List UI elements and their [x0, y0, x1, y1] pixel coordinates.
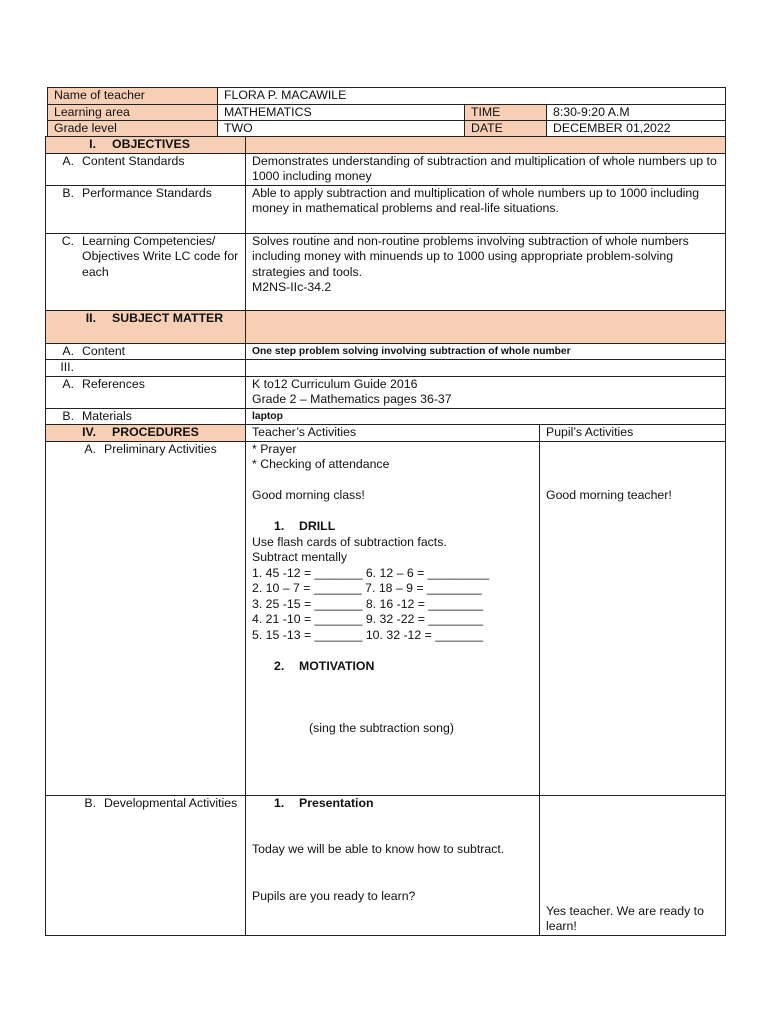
roman-three-fill [246, 360, 726, 377]
subject-header-fill [246, 310, 726, 343]
developmental-teacher-cell [246, 795, 540, 935]
preliminary-pupil-cell [540, 441, 726, 795]
content-standards-text: Demonstrates understanding of subtraction and multiplication of whole numbers up to 1000 including money [246, 153, 726, 185]
greeting-text: Good morning class! [252, 488, 365, 502]
ready-question: Pupils are you ready to learn? [252, 888, 416, 903]
prayer-text: * Prayer [252, 441, 297, 456]
objectives-header-row [46, 137, 726, 154]
drill-item: 1. 45 -12 = _______ 6. 12 – 6 = _________ [252, 565, 490, 580]
materials-label: Materials [82, 408, 132, 423]
area-label: Learning area [48, 104, 218, 121]
roman-three: III. [60, 360, 74, 374]
motivation-number: 2. [274, 658, 285, 673]
teacher-row [48, 88, 726, 105]
materials-text: laptop [246, 408, 726, 425]
teacher-label: Name of teacher [48, 88, 218, 105]
objectives-heading [46, 137, 246, 154]
content-standards-row [46, 153, 726, 185]
subject-matter-heading [46, 310, 246, 343]
performance-standards-label: Performance Standards [82, 185, 212, 200]
content-letter: A. [62, 343, 74, 358]
performance-standards-letter: B. [62, 185, 74, 200]
objectives-header-fill [246, 137, 726, 154]
presentation-title: Presentation [299, 795, 374, 810]
references-line-1: K to12 Curriculum Guide 2016 [252, 376, 418, 391]
drill-instruction-2: Subtract mentally [252, 550, 348, 564]
drill-item: 3. 25 -15 = _______ 8. 16 -12 = ________ [252, 596, 484, 611]
competencies-label-cell [46, 233, 246, 310]
developmental-label-cell [46, 795, 246, 935]
subject-roman: II. [85, 310, 96, 325]
content-standards-label-cell [46, 153, 246, 185]
subject-matter-header-row [46, 310, 726, 343]
developmental-row [46, 795, 726, 935]
drill-instruction-1: Use flash cards of subtraction facts. [252, 534, 447, 549]
grade-label: Grade level [48, 121, 218, 138]
motivation-title: MOTIVATION [299, 658, 375, 673]
objectives-title: OBJECTIVES [112, 137, 190, 151]
today-text: Today we will be able to know how to subtract. [252, 842, 505, 856]
date-label: DATE [465, 121, 547, 138]
preliminary-label: Preliminary Activities [104, 441, 217, 456]
content-standards-letter: A. [62, 153, 74, 168]
materials-row [46, 408, 726, 425]
performance-standards-text: Able to apply subtraction and multiplication of whole numbers up to 1000 including money in mathematical problems and real-life situations. [246, 185, 726, 233]
lc-code: M2NS-IIc-34.2 [252, 280, 332, 294]
materials-label-cell [46, 408, 246, 425]
drill-item: 4. 21 -10 = _______ 9. 32 -22 = ________ [252, 612, 484, 626]
teacher-value: FLORA P. MACAWILE [218, 88, 726, 105]
competencies-cell [246, 233, 726, 310]
drill-title: DRILL [299, 519, 336, 533]
materials-letter: B. [62, 408, 74, 423]
references-label: References [82, 376, 145, 391]
drill-number: 1. [274, 519, 285, 533]
roman-three-cell [46, 360, 246, 377]
procedures-header-row [46, 425, 726, 442]
grade-row [48, 121, 726, 138]
preliminary-teacher-cell [246, 441, 540, 795]
developmental-label: Developmental Activities [104, 795, 238, 810]
references-cell [246, 376, 726, 408]
competencies-label: Learning Competencies/ Objectives Write LC code for each [82, 233, 239, 279]
ready-answer: Yes teacher. We are ready to learn! [546, 903, 704, 933]
content-label: Content [82, 343, 126, 358]
content-standards-label: Content Standards [82, 153, 185, 168]
header-table [47, 87, 726, 138]
preliminary-letter: A. [84, 441, 96, 456]
pupil-activities-header: Pupil’s Activities [540, 425, 726, 442]
objectives-roman: I. [89, 137, 96, 151]
developmental-letter: B. [84, 795, 96, 810]
performance-standards-row [46, 185, 726, 233]
pupil-greeting: Good morning teacher! [546, 488, 672, 502]
procedures-roman: IV. [82, 425, 96, 439]
developmental-pupil-cell [540, 795, 726, 935]
references-letter: A. [62, 376, 74, 391]
grade-value: TWO [218, 121, 465, 138]
roman-three-row [46, 360, 726, 377]
subject-title: SUBJECT MATTER [112, 310, 224, 325]
references-line-2: Grade 2 – Mathematics pages 36-37 [252, 392, 452, 406]
time-label: TIME [465, 104, 547, 121]
content-text: One step problem solving involving subtraction of whole number [246, 343, 726, 360]
references-label-cell [46, 376, 246, 408]
performance-standards-label-cell [46, 185, 246, 233]
references-row [46, 376, 726, 408]
lesson-table [45, 136, 726, 936]
procedures-title: PROCEDURES [112, 425, 199, 439]
procedures-heading [46, 425, 246, 442]
area-row [48, 104, 726, 121]
preliminary-label-cell [46, 441, 246, 795]
content-label-cell [46, 343, 246, 360]
song-text: (sing the subtraction song) [309, 720, 454, 735]
competencies-letter: C. [61, 233, 74, 248]
content-row [46, 343, 726, 360]
teacher-activities-header: Teacher’s Activities [246, 425, 540, 442]
date-value: DECEMBER 01,2022 [547, 121, 726, 138]
time-value: 8:30-9:20 A.M [547, 104, 726, 121]
drill-item: 2. 10 – 7 = _______ 7. 18 – 9 = ________ [252, 581, 482, 595]
presentation-number: 1. [274, 795, 285, 810]
area-value: MATHEMATICS [218, 104, 465, 121]
competencies-text: Solves routine and non-routine problems involving subtraction of whole numbers including money with minuends up to 1000 using appropriate problem-solving strategies and tools. [252, 233, 689, 279]
attendance-text: * Checking of attendance [252, 457, 390, 471]
drill-item: 5. 15 -13 = _______ 10. 32 -12 = _______ [252, 627, 484, 642]
preliminary-row [46, 441, 726, 795]
competencies-row [46, 233, 726, 310]
